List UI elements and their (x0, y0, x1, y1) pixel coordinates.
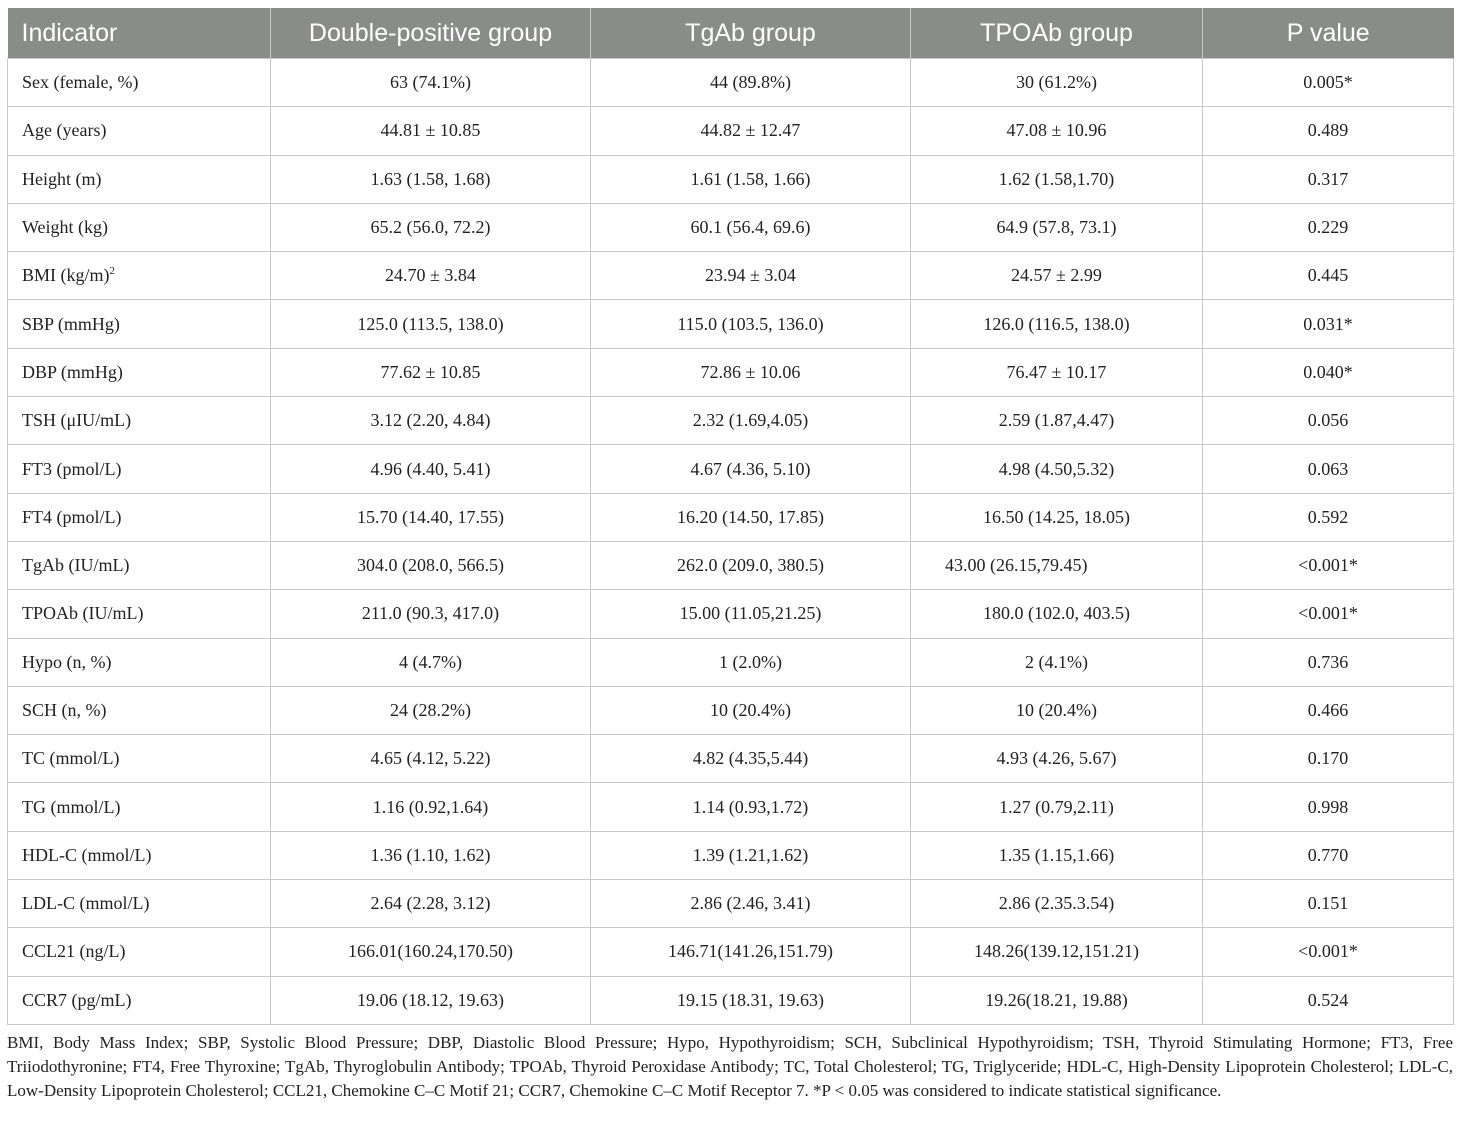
table-row (8, 928, 1454, 976)
indicator-label: TSH (μIU/mL) (22, 410, 132, 431)
cell-tpoab: 16.50 (14.25, 18.05) (911, 493, 1203, 541)
cell-tgab: 4.82 (4.35,5.44) (591, 735, 911, 783)
cell-tgab: 16.20 (14.50, 17.85) (591, 493, 911, 541)
cell-tgab: 19.15 (18.31, 19.63) (591, 976, 911, 1024)
cell-p-value: 0.317 (1203, 155, 1454, 203)
cell-p-value: 0.770 (1203, 831, 1454, 879)
table-row (8, 976, 1454, 1024)
cell-double-positive: 19.06 (18.12, 19.63) (271, 976, 591, 1024)
indicator-label: TC (mmol/L) (22, 748, 120, 769)
cell-indicator (8, 928, 271, 976)
table-row (8, 541, 1454, 589)
clinical-characteristics-table (7, 8, 1454, 1025)
cell-indicator (8, 445, 271, 493)
cell-p-value: 0.151 (1203, 880, 1454, 928)
cell-p-value: 0.998 (1203, 783, 1454, 831)
cell-indicator (8, 252, 271, 300)
indicator-label: TPOAb (IU/mL) (22, 603, 144, 624)
header-tpoab-group: TPOAb group (911, 8, 1203, 59)
cell-tpoab: 1.27 (0.79,2.11) (911, 783, 1203, 831)
cell-double-positive: 24 (28.2%) (271, 686, 591, 734)
cell-double-positive: 2.64 (2.28, 3.12) (271, 880, 591, 928)
cell-double-positive: 304.0 (208.0, 566.5) (271, 541, 591, 589)
cell-tgab: 44 (89.8%) (591, 59, 911, 107)
cell-double-positive: 166.01(160.24,170.50) (271, 928, 591, 976)
cell-tpoab: 126.0 (116.5, 138.0) (911, 300, 1203, 348)
table-row (8, 59, 1454, 107)
cell-tpoab: 1.62 (1.58,1.70) (911, 155, 1203, 203)
table-row (8, 735, 1454, 783)
cell-indicator (8, 493, 271, 541)
cell-tpoab: 43.00 (26.15,79.45) (911, 541, 1203, 589)
cell-double-positive: 1.36 (1.10, 1.62) (271, 831, 591, 879)
table-row (8, 155, 1454, 203)
table-row (8, 880, 1454, 928)
cell-p-value: 0.489 (1203, 107, 1454, 155)
indicator-label: SCH (n, %) (22, 700, 107, 720)
header-double-positive-group: Double-positive group (271, 8, 591, 59)
cell-double-positive: 77.62 ± 10.85 (271, 348, 591, 396)
cell-tgab: 1 (2.0%) (591, 638, 911, 686)
cell-indicator (8, 638, 271, 686)
cell-p-value: 0.056 (1203, 397, 1454, 445)
cell-indicator (8, 155, 271, 203)
cell-indicator (8, 735, 271, 783)
indicator-label: HDL-C (mmol/L) (22, 844, 152, 865)
data-table-container (7, 8, 1453, 1025)
indicator-label: TgAb (IU/mL) (22, 555, 130, 576)
cell-tpoab: 10 (20.4%) (911, 686, 1203, 734)
cell-p-value: 0.040* (1203, 348, 1454, 396)
indicator-label: Hypo (n, %) (22, 651, 112, 672)
table-row (8, 107, 1454, 155)
indicator-label: FT3 (pmol/L) (22, 458, 122, 479)
cell-tgab: 115.0 (103.5, 136.0) (591, 300, 911, 348)
cell-tgab: 2.32 (1.69,4.05) (591, 397, 911, 445)
cell-double-positive: 4.65 (4.12, 5.22) (271, 735, 591, 783)
cell-tgab: 2.86 (2.46, 3.41) (591, 880, 911, 928)
cell-double-positive: 44.81 ± 10.85 (271, 107, 591, 155)
indicator-label: BMI (kg/m) (22, 265, 110, 286)
indicator-label: Weight (kg) (22, 217, 109, 238)
table-row (8, 638, 1454, 686)
cell-tpoab: 30 (61.2%) (911, 59, 1203, 107)
cell-tpoab: 4.93 (4.26, 5.67) (911, 735, 1203, 783)
cell-tgab: 60.1 (56.4, 69.6) (591, 203, 911, 251)
cell-double-positive: 63 (74.1%) (271, 59, 591, 107)
cell-double-positive: 211.0 (90.3, 417.0) (271, 590, 591, 638)
cell-tpoab: 76.47 ± 10.17 (911, 348, 1203, 396)
table-row (8, 831, 1454, 879)
cell-tpoab: 19.26(18.21, 19.88) (911, 976, 1203, 1024)
table-row (8, 203, 1454, 251)
table-row (8, 493, 1454, 541)
cell-p-value: 0.229 (1203, 203, 1454, 251)
cell-tgab: 72.86 ± 10.06 (591, 348, 911, 396)
table-row (8, 590, 1454, 638)
cell-p-value: <0.001* (1203, 541, 1454, 589)
cell-indicator (8, 107, 271, 155)
cell-tgab: 15.00 (11.05,21.25) (591, 590, 911, 638)
table-row (8, 252, 1454, 300)
cell-double-positive: 1.63 (1.58, 1.68) (271, 155, 591, 203)
indicator-label: TG (mmol/L) (22, 796, 121, 817)
header-row (8, 8, 1454, 59)
cell-tpoab: 4.98 (4.50,5.32) (911, 445, 1203, 493)
cell-p-value: 0.592 (1203, 493, 1454, 541)
header-p-value: P value (1203, 8, 1454, 59)
cell-tgab: 262.0 (209.0, 380.5) (591, 541, 911, 589)
indicator-label: CCL21 (ng/L) (22, 941, 126, 962)
indicator-label: FT4 (pmol/L) (22, 506, 122, 527)
cell-indicator (8, 686, 271, 734)
cell-double-positive: 24.70 ± 3.84 (271, 252, 591, 300)
cell-indicator (8, 831, 271, 879)
cell-tgab: 10 (20.4%) (591, 686, 911, 734)
cell-double-positive: 15.70 (14.40, 17.55) (271, 493, 591, 541)
cell-tpoab: 24.57 ± 2.99 (911, 252, 1203, 300)
cell-indicator (8, 880, 271, 928)
cell-double-positive: 3.12 (2.20, 4.84) (271, 397, 591, 445)
cell-double-positive: 1.16 (0.92,1.64) (271, 783, 591, 831)
indicator-label: Sex (female, %) (22, 72, 139, 93)
cell-indicator (8, 783, 271, 831)
cell-tpoab: 2.59 (1.87,4.47) (911, 397, 1203, 445)
table-row (8, 783, 1454, 831)
cell-tgab: 44.82 ± 12.47 (591, 107, 911, 155)
indicator-superscript: 2 (109, 265, 115, 278)
cell-tpoab: 47.08 ± 10.96 (911, 107, 1203, 155)
cell-tpoab: 148.26(139.12,151.21) (911, 928, 1203, 976)
table-row (8, 348, 1454, 396)
cell-p-value: <0.001* (1203, 590, 1454, 638)
cell-indicator (8, 976, 271, 1024)
indicator-label: CCR7 (pg/mL) (22, 989, 132, 1010)
cell-indicator (8, 397, 271, 445)
cell-tpoab: 2.86 (2.35.3.54) (911, 880, 1203, 928)
header-indicator: Indicator (8, 8, 271, 59)
cell-indicator (8, 300, 271, 348)
cell-indicator (8, 59, 271, 107)
cell-p-value: 0.031* (1203, 300, 1454, 348)
cell-double-positive: 4 (4.7%) (271, 638, 591, 686)
cell-double-positive: 65.2 (56.0, 72.2) (271, 203, 591, 251)
table-body (8, 59, 1454, 1025)
cell-tgab: 1.61 (1.58, 1.66) (591, 155, 911, 203)
cell-tpoab: 180.0 (102.0, 403.5) (911, 590, 1203, 638)
cell-tgab: 4.67 (4.36, 5.10) (591, 445, 911, 493)
cell-tgab: 1.39 (1.21,1.62) (591, 831, 911, 879)
table-row (8, 300, 1454, 348)
cell-p-value: 0.005* (1203, 59, 1454, 107)
cell-p-value: 0.445 (1203, 252, 1454, 300)
cell-p-value: 0.063 (1203, 445, 1454, 493)
cell-p-value: 0.524 (1203, 976, 1454, 1024)
indicator-label: DBP (mmHg) (22, 361, 123, 382)
indicator-label: SBP (mmHg) (22, 313, 120, 334)
cell-p-value: 0.466 (1203, 686, 1454, 734)
cell-tgab: 1.14 (0.93,1.72) (591, 783, 911, 831)
table-footnote: BMI, Body Mass Index; SBP, Systolic Blood Pressure; DBP, Diastolic Blood Pressure; Hypo, Hypothyroidism; SCH, Subclinical Hypothyroidism; TSH, Thyroid Stimulating Hormone; FT3, Free Triiodothyronine; FT4, Free Thyroxine; TgAb, Thyroglobulin Antibody; TPOAb, Thyroid Peroxidase Antibody; TC, Total Cholesterol; TG, Triglyceride; HDL-C, High-Density Lipoprotein Cholesterol; LDL-C, Low-Density Lipoprotein Cholesterol; CCL21, Chemokine C–C Motif 21; CCR7, Chemokine C–C Motif Receptor 7. *P < 0.05 was considered to indicate statistical significance. (7, 1033, 1453, 1100)
cell-p-value: 0.736 (1203, 638, 1454, 686)
header-tgab-group: TgAb group (591, 8, 911, 59)
cell-double-positive: 4.96 (4.40, 5.41) (271, 445, 591, 493)
indicator-label: Height (m) (22, 168, 102, 189)
indicator-label: LDL-C (mmol/L) (22, 893, 150, 914)
cell-indicator (8, 348, 271, 396)
cell-tgab: 23.94 ± 3.04 (591, 252, 911, 300)
table-header (8, 8, 1454, 59)
cell-indicator (8, 203, 271, 251)
cell-tpoab: 1.35 (1.15,1.66) (911, 831, 1203, 879)
cell-tpoab: 64.9 (57.8, 73.1) (911, 203, 1203, 251)
cell-tgab: 146.71(141.26,151.79) (591, 928, 911, 976)
table-row (8, 445, 1454, 493)
cell-p-value: 0.170 (1203, 735, 1454, 783)
indicator-label: Age (years) (22, 120, 107, 141)
cell-double-positive: 125.0 (113.5, 138.0) (271, 300, 591, 348)
cell-tpoab: 2 (4.1%) (911, 638, 1203, 686)
table-row (8, 686, 1454, 734)
cell-p-value: <0.001* (1203, 928, 1454, 976)
cell-indicator (8, 541, 271, 589)
table-row (8, 397, 1454, 445)
cell-indicator (8, 590, 271, 638)
